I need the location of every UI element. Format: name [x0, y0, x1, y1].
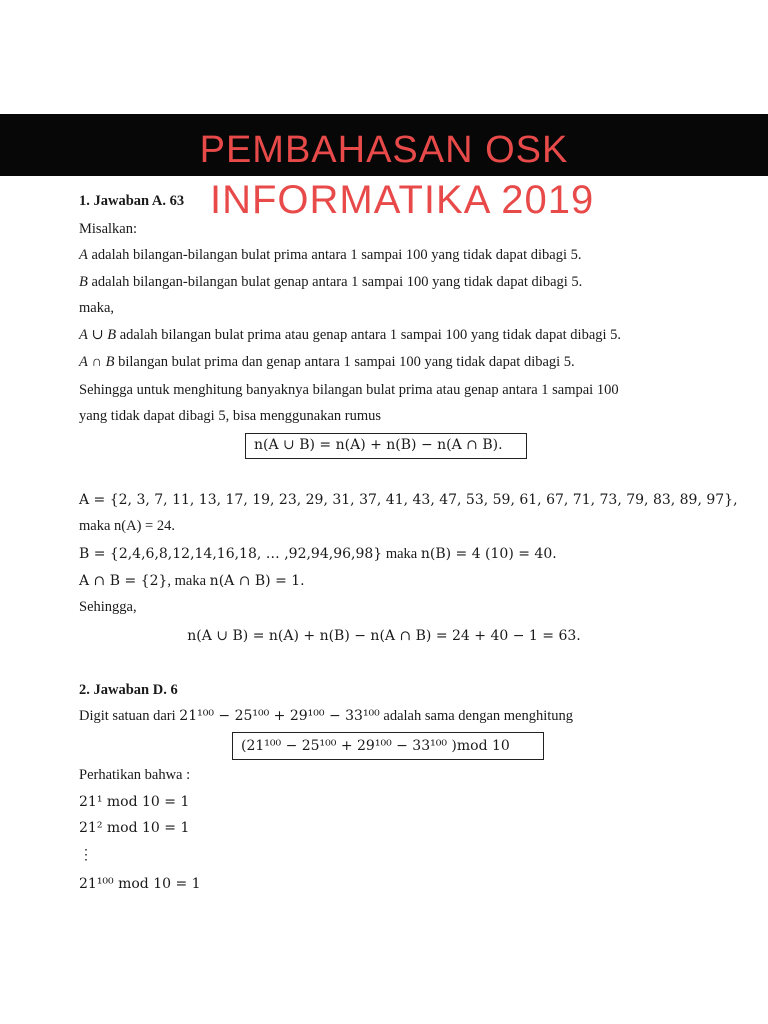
q2-dots: ⋮: [79, 847, 93, 863]
q2-line2: 21² mod 10 = 1: [79, 820, 190, 836]
q2-line3: 21¹⁰⁰ mod 10 = 1: [79, 876, 201, 892]
q1-a-definition: A adalah bilangan-bilangan bulat prima antara 1 sampai 100 yang tidak dapat dibagi 5.: [79, 247, 582, 263]
q1-b-definition: B adalah bilangan-bilangan bulat genap antara 1 sampai 100 yang tidak dapat dibagi 5.: [79, 274, 583, 290]
q1-misalkan: Misalkan:: [79, 221, 137, 237]
banner-title-line1: PEMBAHASAN OSK: [199, 129, 569, 171]
q2-formula-box: (21¹⁰⁰ − 25¹⁰⁰ + 29¹⁰⁰ − 33¹⁰⁰ )mod 10: [232, 732, 544, 760]
q2-heading: 2. Jawaban D. 6: [79, 682, 178, 698]
q1-sehingga-line2: yang tidak dapat dibagi 5, bisa menggunakan rumus: [79, 408, 382, 424]
q1-set-a: A = {2, 3, 7, 11, 13, 17, 19, 23, 29, 31, 37, 41, 43, 47, 53, 59, 61, 67, 71, 73, 79, 83, 89, 97},: [79, 492, 738, 508]
q2-intro: Digit satuan dari 21¹⁰⁰ − 25¹⁰⁰ + 29¹⁰⁰ − 33¹⁰⁰ adalah sama dengan menghitung: [79, 708, 574, 724]
q2-line1: 21¹ mod 10 = 1: [79, 794, 190, 810]
q1-maka: maka,: [79, 300, 115, 316]
q1-n-a: maka n(A) = 24.: [79, 518, 175, 534]
banner-title-line2: INFORMATIKA 2019: [210, 178, 595, 222]
q1-result: n(A ∪ B) = n(A) + n(B) − n(A ∩ B) = 24 + 40 − 1 = 63.: [187, 628, 581, 644]
q1-intersection-set: A ∩ B = {2}, maka n(A ∩ B) = 1.: [79, 573, 305, 589]
q1-intersection-definition: A ∩ B bilangan bulat prima dan genap antara 1 sampai 100 yang tidak dapat dibagi 5.: [79, 354, 575, 370]
q1-set-b: B = {2,4,6,8,12,14,16,18, … ,92,94,96,98} maka n(B) = 4 (10) = 40.: [79, 546, 557, 562]
q2-perhatikan: Perhatikan bahwa :: [79, 767, 191, 783]
q1-union-definition: A ∪ B adalah bilangan bulat prima atau genap antara 1 sampai 100 yang tidak dapat dibagi 5.: [79, 327, 622, 343]
q1-sehingga2: Sehingga,: [79, 599, 137, 615]
q1-formula-box: n(A ∪ B) = n(A) + n(B) − n(A ∩ B).: [245, 433, 527, 459]
q1-sehingga-line1: Sehingga untuk menghitung banyaknya bilangan bulat prima atau genap antara 1 sampai 100: [79, 382, 619, 398]
q1-heading: 1. Jawaban A. 63: [79, 193, 185, 209]
